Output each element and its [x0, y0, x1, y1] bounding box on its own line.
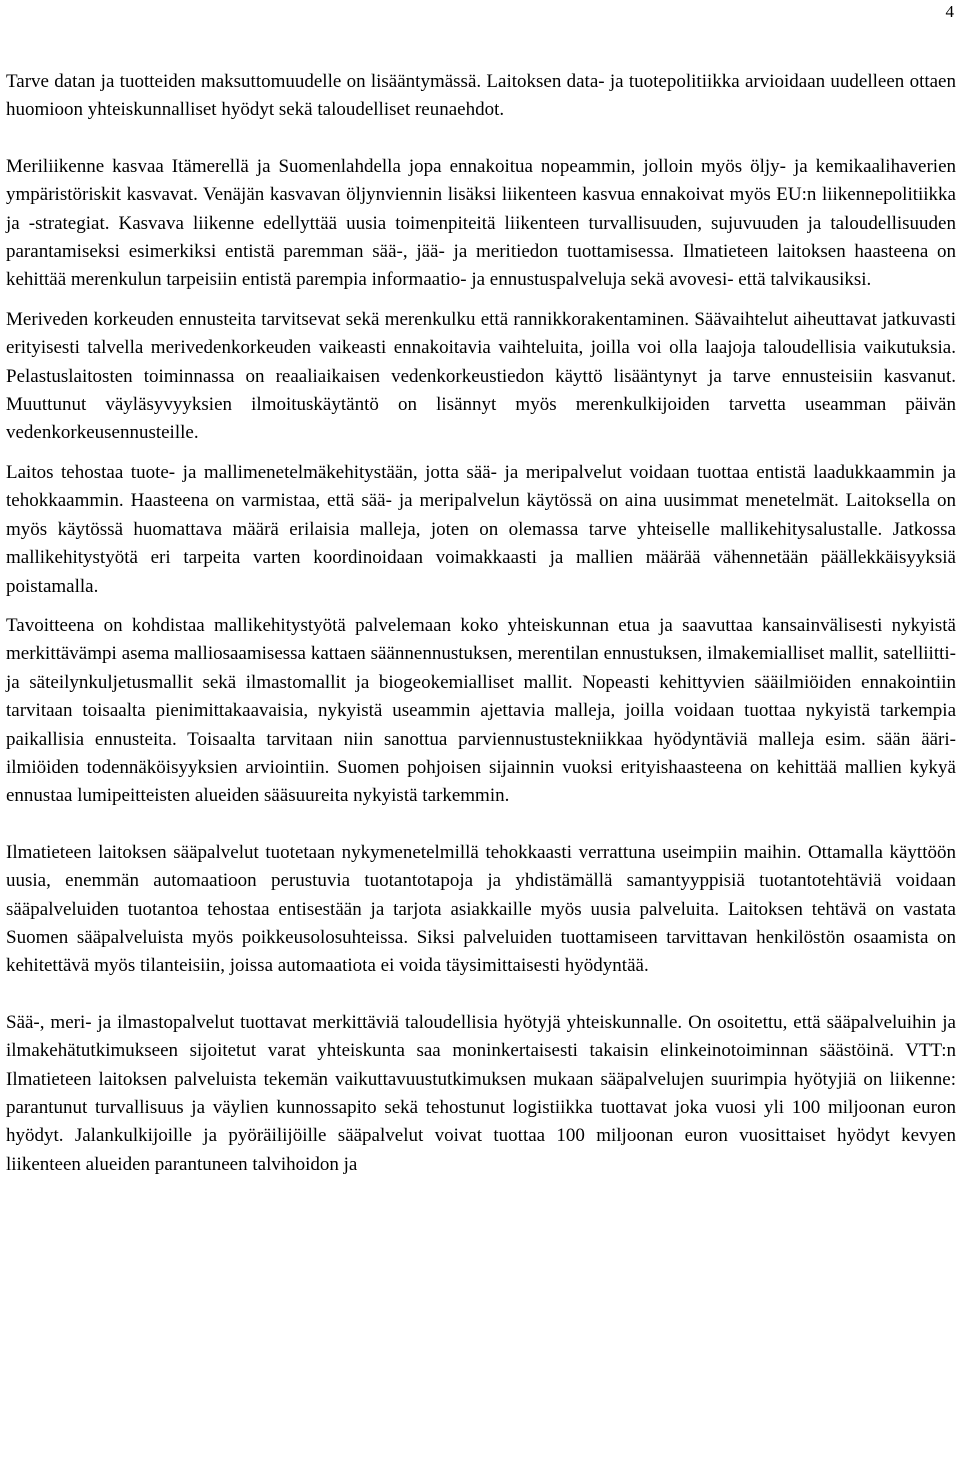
- paragraph-data-policy: Tarve datan ja tuotteiden maksuttomuudelle on lisääntymässä. Laitoksen data- ja tuotepolitiikka arvioidaan uudelleen ottaen huomioon yhteiskunnalliset hyödyt sekä taloudelliset reunaehdot.: [6, 71, 956, 121]
- document-body: [6, 68, 956, 1179]
- paragraph-maritime-traffic: Meriliikenne kasvaa Itämerellä ja Suomenlahdella jopa ennakoitua nopeammin, jolloin myös öljy- ja kemikaalihaverien ympäristöriskit kasvavat. Venäjän kasvavan öljynviennin lisäksi liikenteen kasvua ennakoivat myös EU:n liikennepolitiikka ja -strategiat. Kasvava liikenne edellyttää uusia toimenpiteitä liikenteen turvallisuuden, sujuvuuden ja taloudellisuuden parantamiseksi esimerkiksi entistä paremman sää-, jää- ja meritiedon tuottamisessa. Ilmatieteen laitoksen haasteena on kehittää merenkulun tarpeisiin entistä parempia informaatio- ja ennustuspalveluja sekä avovesi- että talvikausiksi.: [6, 155, 956, 291]
- page-number: 4: [945, 2, 954, 21]
- paragraph-sea-level-forecasts: Meriveden korkeuden ennusteita tarvitsevat sekä merenkulku että rannikkorakentaminen. Säävaihtelut aiheuttavat jatkuvasti erityisesti talvella merivedenkorkeuden vaikeasti ennakoitavia vaihteluita, joilla voi olla laajoja taloudellisia vaikutuksia. Pelastuslaitosten toiminnassa on reaaliaikaisen vedenkorkeustiedon käyttö lisääntynyt ja tarve ennusteisiin kasvanut. Muuttunut väyläsyvyyksien ilmoituskäytäntö on lisännyt myös merenkulkijoiden tarvetta useamman päivän vedenkorkeusennusteille.: [6, 308, 956, 444]
- paragraph-economic-benefits: Sää-, meri- ja ilmastopalvelut tuottavat merkittäviä taloudellisia hyötyjä yhteiskunnalle. On osoitettu, että sääpalveluihin ja ilmakehätutkimukseen sijoitetut varat yhteiskunta saa moninkertaisesti takaisin elinkeinotoiminnan säästöinä. VTT:n Ilmatieteen laitoksen palveluista tekemän vaikuttavuustutkimuksen mukaan sääpalvelujen suurimpia hyötyjiä on liikenne: parantunut turvallisuus ja väylien kunnossapito sekä tehostunut logistiikka tuottavat joka vuosi yli 100 miljoonan euron hyödyt. Jalankulkijoille ja pyöräilijöille sääpalvelut voivat tuottaa 100 miljoonan euron vuosittaiset hyödyt kevyen liikenteen alueiden parantuneen talvihoidon ja: [6, 1011, 956, 1175]
- paragraph-modeling-goals: Tavoitteena on kohdistaa mallikehitystyötä palvelemaan koko yhteiskunnan etua ja saavuttaa kansainvälisesti nykyistä merkittävämpi asema malliosaamisessa kattaen säännennustuksen, merentilan ennustuksen, ilmakemialliset mallit, satelliitti- ja säteilynkuljetusmallit sekä ilmastomallit ja biogeokemialliset mallit. Nopeasti kehittyvien sääilmiöiden ennakointiin tarvitaan toisaalta pienimittakaavaisia, nykyistä useammin ajettavia malleja, joilla voidaan tuottaa nykyistä tarkempia paikallisia ennusteita. Toisaalta tarvitaan niin sanottua parviennustustekniikkaa hyödyntäviä malleja esim. sään ääri-ilmiöiden todennäköisyyksien arviointiin. Suomen pohjoisen sijainnin vuoksi erityishaasteena on kehittää mallien kykyä ennustaa lumipeitteisten alueiden sääsuureita nykyistä tarkemmin.: [6, 614, 956, 807]
- paragraph-weather-services: Ilmatieteen laitoksen sääpalvelut tuotetaan nykymenetelmillä tehokkaasti verrattuna useimpiin maihin. Ottamalla käyttöön uusia, enemmän automaatioon perustuvia tuotantotapoja ja yhdistämällä samantyyppisiä tuotantotehtäviä voidaan sääpalveluiden tuotantoa tehostaa entisestään ja tarjota asiakkaille myös uusia palveluita. Laitoksen tehtävä on vastata Suomen sääpalveluista myös poikkeusolosuhteissa. Siksi palveluiden tuottamiseen tarvittavan henkilöstön osaamista on kehitettävä myös tilanteisiin, joissa automaatiota ei voida täysimittaisesti hyödyntää.: [6, 841, 956, 977]
- paragraph-model-development: Laitos tehostaa tuote- ja mallimenetelmäkehitystään, jotta sää- ja meripalvelut voidaan tuottaa entistä laadukkaammin ja tehokkaammin. Haasteena on varmistaa, että sää- ja meripalvelun käytössä on aina uusimmat menetelmät. Laitoksella on myös käytössä huomattava määrä erilaisia malleja, joten on olemassa tarve yhteiselle mallikehitysalustalle. Jatkossa mallikehitystyötä eri tarpeita varten koordinoidaan voimakkaasti ja mallien määrää vähennetään päällekkäisyyksiä poistamalla.: [6, 461, 956, 597]
